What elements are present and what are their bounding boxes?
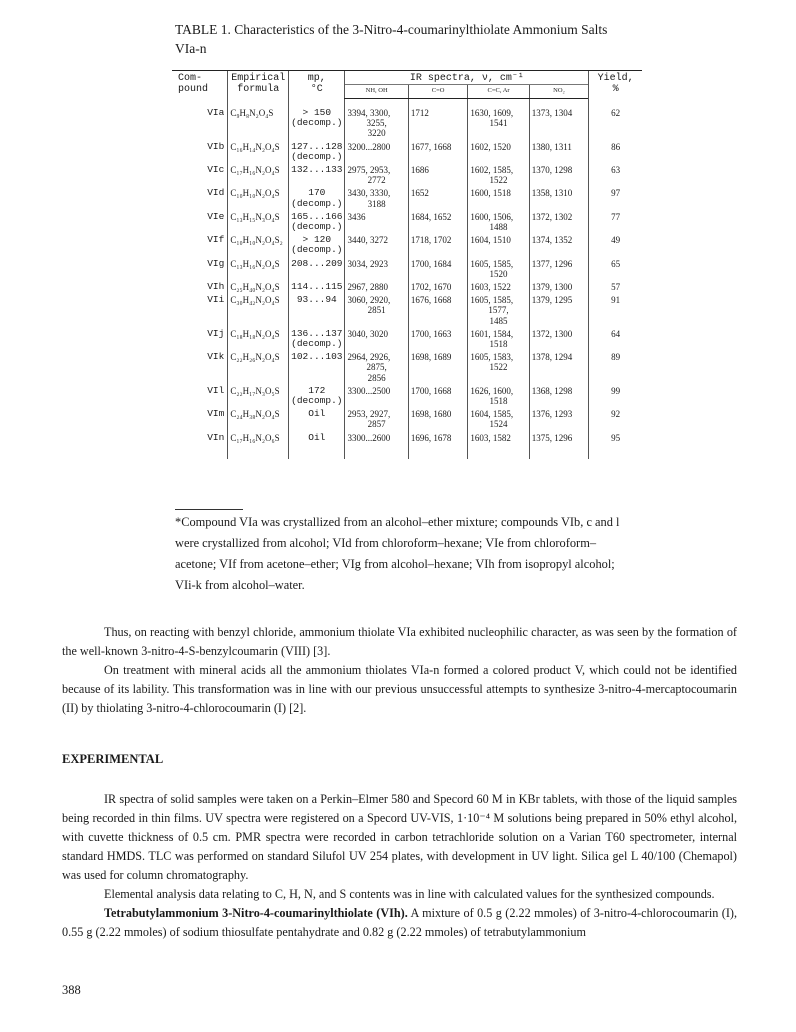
cell-ir-no2-line: 1379, 1295 — [531, 295, 573, 306]
cell-ir-cc-ar — [468, 432, 529, 459]
table-row — [172, 432, 642, 459]
cell-ir-nh-oh-line: 3436 — [347, 211, 366, 222]
cell-formula — [228, 141, 289, 164]
cell-ir-co-line: 1686 — [410, 165, 429, 176]
cell-formula — [228, 187, 289, 210]
cell-ir-nh-oh-line: 2772 — [367, 175, 386, 186]
cell-mp-line: (decomp.) — [291, 197, 343, 209]
cell-ir-nh-oh-line: 3255, — [366, 118, 387, 129]
cell-ir-cc-ar — [468, 281, 529, 294]
cell-ir-cc-ar — [468, 385, 529, 408]
table-row — [172, 187, 642, 210]
header-formula-line-1: Empirical — [231, 73, 286, 84]
cell-mp — [289, 408, 345, 431]
cell-compound — [172, 281, 228, 294]
cell-formula-line: C₂₂H₂₆N₂O₄S — [230, 352, 280, 363]
cell-mp-line: (decomp.) — [291, 150, 343, 162]
cell-ir-co-line: 1696, 1678 — [410, 432, 452, 443]
cell-compound — [172, 408, 228, 431]
cell-ir-nh-oh-line: 3060, 2920, — [347, 295, 391, 306]
cell-mp — [289, 99, 345, 141]
cell-ir-nh-oh-line: 2964, 2926, — [347, 352, 391, 363]
cell-yield-line: 95 — [611, 432, 621, 443]
cell-ir-nh-oh-line: 2967, 2880 — [347, 282, 388, 293]
cell-yield — [589, 385, 642, 408]
cell-mp-line: > 120 — [302, 234, 332, 246]
header-compound-line-2: pound — [178, 84, 209, 95]
cell-mp-line: 172 — [308, 384, 326, 396]
cell-ir-co — [408, 258, 468, 281]
cell-mp — [289, 211, 345, 234]
cell-ir-cc-ar-line: 1600, 1506, — [470, 211, 514, 222]
cell-ir-no2 — [529, 408, 589, 431]
cell-ir-nh-oh — [345, 432, 408, 459]
header-yield — [589, 71, 642, 99]
cell-yield-line: 91 — [611, 295, 621, 306]
cell-ir-no2 — [529, 294, 589, 328]
cell-ir-no2-line: 1374, 1352 — [531, 235, 573, 246]
cell-compound-line: VIi — [207, 294, 225, 306]
cell-ir-cc-ar-line: 1602, 1585, — [470, 165, 514, 176]
cell-mp-line: > 150 — [302, 106, 332, 118]
cell-ir-cc-ar-line: 1518 — [489, 339, 508, 350]
cell-mp — [289, 258, 345, 281]
cell-mp-line: 93...94 — [296, 294, 337, 306]
table-row — [172, 294, 642, 328]
section-heading-experimental: EXPERIMENTAL — [62, 752, 164, 766]
cell-ir-cc-ar-line: 1541 — [489, 118, 508, 129]
cell-ir-cc-ar — [468, 294, 529, 328]
header-compound — [172, 71, 228, 99]
cell-ir-nh-oh-line: 2875, — [366, 362, 387, 373]
cell-ir-cc-ar-line: 1630, 1609, — [470, 108, 514, 118]
cell-yield-line: 63 — [611, 165, 621, 176]
cell-ir-no2-line: 1378, 1294 — [531, 352, 573, 363]
cell-yield — [589, 99, 642, 141]
cell-ir-nh-oh-line: 3200...2800 — [347, 141, 391, 152]
cell-mp — [289, 385, 345, 408]
cell-ir-cc-ar-line: 1522 — [489, 362, 508, 373]
cell-formula — [228, 385, 289, 408]
cell-ir-co — [408, 281, 468, 294]
cell-compound-line: VIj — [207, 327, 225, 339]
cell-ir-cc-ar-line: 1605, 1585, — [470, 258, 514, 269]
cell-ir-no2 — [529, 281, 589, 294]
cell-ir-co-line: 1718, 1702 — [410, 235, 452, 246]
cell-formula-line: C₂₂H₁₇N₃O₅S — [230, 385, 280, 396]
table-title — [175, 20, 715, 58]
cell-formula-line: C₁₆H₁₄N₂O₄S — [230, 141, 280, 152]
cell-mp-line: (decomp.) — [291, 244, 343, 256]
cell-yield — [589, 432, 642, 459]
cell-ir-co — [408, 211, 468, 234]
cell-formula-line: C₂₄H₃₈N₂O₄S — [230, 409, 280, 420]
cell-ir-cc-ar-line: 1522 — [489, 175, 508, 186]
cell-ir-cc-ar — [468, 211, 529, 234]
cell-ir-cc-ar-line: 1488 — [489, 222, 508, 233]
cell-ir-cc-ar-line: 1520 — [489, 268, 508, 279]
cell-ir-no2-line: 1372, 1302 — [531, 211, 573, 222]
cell-mp-line: 114...115 — [291, 281, 343, 293]
cell-compound-line: VIe — [207, 210, 225, 222]
characteristics-table — [172, 70, 642, 459]
cell-compound — [172, 234, 228, 257]
cell-ir-co-line: 1684, 1652 — [410, 211, 452, 222]
cell-compound — [172, 328, 228, 351]
cell-ir-co — [408, 164, 468, 187]
paragraph-synthesis — [62, 904, 737, 942]
cell-ir-co-line: 1676, 1668 — [410, 295, 452, 306]
cell-ir-nh-oh — [345, 281, 408, 294]
cell-compound — [172, 432, 228, 459]
cell-formula-line: C₁₈H₁₈N₂O₄S — [230, 328, 280, 339]
paragraph-synthesis-text: A mixture of 0.5 g (2.22 mmoles) of 3-nitro-4-chlorocoumarin (I), 0.55 g (2.22 mmoles) of sodium thiosulfate pentahydrate and 0.82 g (2.22 mmoles) of tetrabutylammonium — [62, 906, 738, 939]
cell-yield — [589, 294, 642, 328]
cell-ir-co — [408, 187, 468, 210]
cell-formula-line: C₁₀H₁₀N₂O₄S — [230, 188, 280, 199]
cell-compound-line: VIk — [207, 351, 225, 363]
cell-compound — [172, 141, 228, 164]
cell-ir-co — [408, 234, 468, 257]
cell-yield — [589, 164, 642, 187]
cell-ir-nh-oh — [345, 408, 408, 431]
cell-ir-no2-line: 1372, 1300 — [531, 328, 573, 339]
cell-ir-cc-ar-line: 1577, — [488, 305, 509, 316]
cell-formula-line: C₁₇H₁₆N₂O₄S — [230, 165, 280, 176]
paragraph-benzyl-chloride: Thus, on reacting with benzyl chloride, ammonium thiolate VIa exhibited nucleophilic character, as was seen by the formation of the well-known 3-nitro-4-S-benzylcoumarin (VIII) [3]. — [62, 625, 737, 658]
cell-ir-cc-ar-line: 1485 — [489, 315, 508, 326]
cell-yield — [589, 328, 642, 351]
cell-ir-nh-oh-line: 2856 — [367, 372, 386, 383]
cell-ir-cc-ar-line: 1524 — [489, 419, 508, 430]
cell-ir-nh-oh — [345, 351, 408, 385]
cell-mp-line: 170 — [308, 187, 326, 199]
cell-formula-line: C₃₀H₄₂N₂O₄S — [230, 295, 280, 306]
cell-yield-line: 99 — [611, 385, 621, 396]
cell-ir-no2 — [529, 385, 589, 408]
cell-ir-nh-oh — [345, 141, 408, 164]
cell-ir-nh-oh — [345, 258, 408, 281]
cell-yield-line: 77 — [611, 211, 621, 222]
cell-ir-cc-ar-line: 1600, 1518 — [470, 188, 511, 199]
cell-ir-no2 — [529, 432, 589, 459]
cell-ir-no2 — [529, 258, 589, 281]
cell-ir-nh-oh-line: 3430, 3330, — [347, 188, 391, 199]
cell-ir-nh-oh-line: 3220 — [367, 128, 386, 139]
cell-ir-co-line: 1712 — [410, 108, 429, 118]
cell-mp — [289, 328, 345, 351]
cell-mp-line: (decomp.) — [291, 338, 343, 350]
cell-ir-nh-oh-line: 3034, 2923 — [347, 258, 388, 269]
cell-formula-line: C₂₅H₄₀N₂O₄S — [230, 282, 280, 293]
header-compound-line-1: Com- — [178, 73, 203, 84]
cell-ir-cc-ar — [468, 234, 529, 257]
cell-compound-line: VIh — [207, 281, 225, 293]
cell-ir-no2-line: 1379, 1300 — [531, 282, 573, 293]
cell-yield — [589, 351, 642, 385]
cell-formula — [228, 211, 289, 234]
cell-ir-no2 — [529, 141, 589, 164]
cell-ir-no2 — [529, 187, 589, 210]
cell-yield-line: 89 — [611, 352, 621, 363]
table-body — [172, 99, 642, 459]
cell-ir-co — [408, 351, 468, 385]
cell-ir-cc-ar-line: 1602, 1520 — [470, 141, 511, 152]
cell-ir-co — [408, 99, 468, 141]
cell-ir-nh-oh — [345, 99, 408, 141]
cell-formula-line: C₁₀H₁₀N₂O₄S₂ — [230, 235, 283, 246]
cell-ir-co-line: 1700, 1668 — [410, 385, 452, 396]
cell-formula-line: C₁₇H₁₆N₂O₆S — [230, 432, 280, 443]
cell-mp-line: (decomp.) — [291, 221, 343, 233]
cell-ir-nh-oh-line: 2975, 2953, — [347, 165, 391, 176]
cell-mp-line: Oil — [308, 431, 326, 443]
cell-ir-cc-ar-line: 1603, 1582 — [470, 432, 511, 443]
header-yield-line-1: Yield, — [597, 73, 634, 84]
cell-ir-no2-line: 1380, 1311 — [531, 141, 572, 152]
cell-formula — [228, 258, 289, 281]
cell-ir-nh-oh-line: 3300...2600 — [347, 432, 391, 443]
table-row — [172, 164, 642, 187]
cell-compound-line: VIf — [207, 234, 225, 246]
table-title-line-1: TABLE 1. Characteristics of the 3-Nitro-4-coumarinylthiolate Ammonium Salts — [175, 22, 608, 37]
cell-compound — [172, 99, 228, 141]
cell-mp-line: 127...128 — [291, 140, 343, 152]
table-footnote: *Compound VIa was crystallized from an alcohol–ether mixture; compounds VIb, c and l were crystallized from alcohol; VId from chloroform–hexane; VIe from chloroform–acetone; VIf from acetone–ether; VIg from alcohol–hexane; VIh from isopropyl alcohol; VIi-k from alcohol–water. — [175, 515, 620, 592]
cell-compound-line: VId — [207, 187, 225, 199]
cell-ir-cc-ar — [468, 99, 529, 141]
cell-formula — [228, 164, 289, 187]
cell-ir-nh-oh — [345, 211, 408, 234]
cell-mp-line: (decomp.) — [291, 395, 343, 407]
table-row — [172, 281, 642, 294]
cell-mp — [289, 432, 345, 459]
paragraph-ir-spectra: IR spectra of solid samples were taken on a Perkin–Elmer 580 and Specord 60 M in KBr tablets, with those of the liquid samples being recorded in thin films. UV spectra were registered on a Specord UV-VIS, 1·10⁻⁴ M solutions being prepared in 50% ethyl alcohol, with cuvette thickness of 0.5 cm. PMR spectra were recorded in carbon tetrachloride solution on a Varian T60 spectrometer, internal standard HMDS. TLC was performed on standard Silufol UV 254 plates, with development in UV light. Silica gel L 40/100 (Chemapol) was used for column chromatography. — [62, 792, 737, 882]
header-ir-cc-ar: C=C, Ar — [468, 85, 529, 99]
cell-compound-line: VIc — [207, 164, 225, 176]
cell-formula — [228, 234, 289, 257]
cell-formula — [228, 432, 289, 459]
cell-compound-line: VIa — [207, 106, 225, 118]
cell-ir-no2-line: 1370, 1298 — [531, 165, 573, 176]
cell-mp — [289, 187, 345, 210]
table-row — [172, 258, 642, 281]
cell-ir-cc-ar — [468, 258, 529, 281]
cell-mp-line: 136...137 — [291, 327, 343, 339]
cell-yield — [589, 211, 642, 234]
paragraph-mineral-acids: On treatment with mineral acids all the ammonium thiolates VIa-n formed a colored product V, which could not be identified because of its lability. This transformation was in line with our previous unsuccessful attempts to synthesize 3-nitro-4-mercaptocoumarin (II) by thiolating 3-nitro-4-chlorocoumarin (I) [2]. — [62, 663, 737, 715]
cell-ir-nh-oh — [345, 328, 408, 351]
table-row — [172, 351, 642, 385]
header-formula — [228, 71, 289, 99]
cell-ir-cc-ar — [468, 164, 529, 187]
table-row — [172, 99, 642, 141]
page-number: 388 — [62, 983, 81, 997]
cell-mp — [289, 351, 345, 385]
header-formula-line-2: formula — [237, 84, 280, 95]
cell-ir-no2-line: 1375, 1296 — [531, 432, 573, 443]
table-row — [172, 328, 642, 351]
cell-ir-co — [408, 141, 468, 164]
cell-ir-nh-oh — [345, 385, 408, 408]
cell-compound-line: VIm — [207, 408, 225, 420]
body-section-1 — [62, 623, 737, 718]
cell-ir-co — [408, 385, 468, 408]
cell-ir-co-line: 1677, 1668 — [410, 141, 452, 152]
cell-ir-no2-line: 1368, 1298 — [531, 385, 573, 396]
cell-ir-co — [408, 408, 468, 431]
body-section-experimental — [62, 790, 737, 942]
cell-ir-nh-oh-line: 3440, 3272 — [347, 235, 388, 246]
cell-yield-line: 64 — [611, 328, 621, 339]
cell-ir-co-line: 1698, 1680 — [410, 409, 452, 420]
cell-yield-line: 97 — [611, 188, 621, 199]
cell-ir-co-line: 1652 — [410, 188, 429, 199]
cell-ir-cc-ar-line: 1603, 1522 — [470, 282, 511, 293]
cell-ir-cc-ar — [468, 328, 529, 351]
cell-ir-co — [408, 432, 468, 459]
header-ir-co: C=O — [408, 85, 468, 99]
cell-ir-cc-ar-line: 1626, 1600, — [470, 385, 514, 396]
cell-compound-line: VIg — [207, 257, 225, 269]
cell-ir-nh-oh-line: 2857 — [367, 419, 386, 430]
cell-compound-line: VIl — [207, 384, 225, 396]
paragraph-elemental-analysis: Elemental analysis data relating to C, H, N, and S contents was in line with calculated values for the synthesized compounds. — [104, 887, 715, 901]
cell-ir-no2 — [529, 211, 589, 234]
cell-ir-nh-oh-line: 2851 — [367, 305, 386, 316]
cell-ir-co-line: 1702, 1670 — [410, 282, 452, 293]
cell-compound — [172, 258, 228, 281]
cell-formula — [228, 294, 289, 328]
cell-ir-co-line: 1700, 1684 — [410, 258, 452, 269]
table-row — [172, 234, 642, 257]
cell-ir-co — [408, 328, 468, 351]
header-ir-nh-oh: NH, OH — [345, 85, 408, 99]
cell-formula-line: C₁₃H₁₅N₃O₄S — [230, 211, 280, 222]
cell-yield — [589, 408, 642, 431]
cell-yield-line: 57 — [611, 282, 621, 293]
cell-formula — [228, 408, 289, 431]
cell-ir-cc-ar-line: 1604, 1585, — [470, 409, 514, 420]
cell-compound-line: VIb — [207, 140, 225, 152]
cell-yield — [589, 258, 642, 281]
cell-ir-cc-ar-line: 1518 — [489, 396, 508, 407]
cell-yield-line: 65 — [611, 258, 621, 269]
cell-ir-nh-oh-line: 3040, 3020 — [347, 328, 388, 339]
cell-mp — [289, 281, 345, 294]
cell-mp — [289, 164, 345, 187]
cell-ir-nh-oh-line: 3394, 3300, — [347, 108, 391, 118]
cell-compound — [172, 351, 228, 385]
cell-compound — [172, 385, 228, 408]
header-mp-line-1: mp, — [307, 73, 326, 84]
cell-ir-nh-oh-line: 3300...2500 — [347, 385, 391, 396]
cell-ir-nh-oh-line: 3188 — [367, 198, 386, 209]
cell-formula-line: C₉H₈N₂O₄S — [230, 107, 274, 118]
table-row — [172, 211, 642, 234]
cell-ir-nh-oh — [345, 294, 408, 328]
cell-mp-line: 132...133 — [291, 164, 343, 176]
cell-ir-cc-ar-line: 1605, 1583, — [470, 352, 514, 363]
cell-ir-cc-ar-line: 1604, 1510 — [470, 235, 511, 246]
table-row — [172, 141, 642, 164]
cell-mp-line: (decomp.) — [291, 116, 343, 128]
cell-yield-line: 49 — [611, 235, 621, 246]
header-yield-line-2: % — [612, 84, 619, 95]
cell-ir-cc-ar-line: 1601, 1584, — [470, 328, 514, 339]
cell-ir-cc-ar — [468, 187, 529, 210]
cell-compound — [172, 164, 228, 187]
cell-compound — [172, 187, 228, 210]
cell-ir-no2 — [529, 234, 589, 257]
cell-mp-line: Oil — [308, 408, 326, 420]
cell-ir-no2 — [529, 351, 589, 385]
cell-ir-nh-oh — [345, 187, 408, 210]
cell-ir-co-line: 1698, 1689 — [410, 352, 452, 363]
cell-yield-line: 92 — [611, 409, 621, 420]
cell-ir-no2-line: 1373, 1304 — [531, 108, 573, 118]
cell-formula-line: C₁₃H₁₆N₂O₄S — [230, 258, 280, 269]
cell-mp-line: 102...103 — [291, 351, 343, 363]
cell-ir-nh-oh — [345, 234, 408, 257]
cell-mp — [289, 141, 345, 164]
cell-yield — [589, 141, 642, 164]
cell-mp-line: 208...209 — [291, 257, 343, 269]
table-title-line-2: VIa-n — [175, 41, 207, 56]
cell-mp — [289, 294, 345, 328]
cell-ir-nh-oh — [345, 164, 408, 187]
cell-mp-line: 165...166 — [291, 210, 343, 222]
cell-compound — [172, 294, 228, 328]
cell-ir-cc-ar — [468, 408, 529, 431]
cell-ir-co-line: 1700, 1663 — [410, 328, 452, 339]
cell-ir-no2-line: 1377, 1296 — [531, 258, 573, 269]
cell-ir-no2-line: 1376, 1293 — [531, 409, 573, 420]
paragraph-synthesis-title: Tetrabutylammonium 3-Nitro-4-coumarinylthiolate (VIh). — [104, 906, 408, 920]
cell-ir-cc-ar — [468, 351, 529, 385]
cell-ir-cc-ar — [468, 141, 529, 164]
cell-yield — [589, 187, 642, 210]
cell-compound-line: VIn — [207, 431, 225, 443]
cell-ir-no2 — [529, 164, 589, 187]
footnote-rule — [175, 509, 243, 510]
cell-compound — [172, 211, 228, 234]
cell-ir-co — [408, 294, 468, 328]
cell-ir-no2 — [529, 328, 589, 351]
cell-mp — [289, 234, 345, 257]
cell-formula — [228, 99, 289, 141]
table-row — [172, 408, 642, 431]
header-mp — [289, 71, 345, 99]
cell-formula — [228, 281, 289, 294]
cell-ir-no2 — [529, 99, 589, 141]
table-row — [172, 385, 642, 408]
cell-yield-line: 62 — [611, 107, 621, 118]
cell-ir-nh-oh-line: 2953, 2927, — [347, 409, 391, 420]
cell-yield — [589, 234, 642, 257]
cell-ir-cc-ar-line: 1605, 1585, — [470, 295, 514, 306]
cell-formula — [228, 328, 289, 351]
cell-formula — [228, 351, 289, 385]
cell-yield-line: 86 — [611, 141, 621, 152]
header-mp-line-2: °C — [310, 84, 323, 95]
cell-yield — [589, 281, 642, 294]
cell-ir-no2-line: 1358, 1310 — [531, 188, 573, 199]
header-ir-spectra: IR spectra, ν, cm⁻¹ — [345, 71, 589, 85]
header-ir-no2: NO₂ — [529, 85, 589, 99]
